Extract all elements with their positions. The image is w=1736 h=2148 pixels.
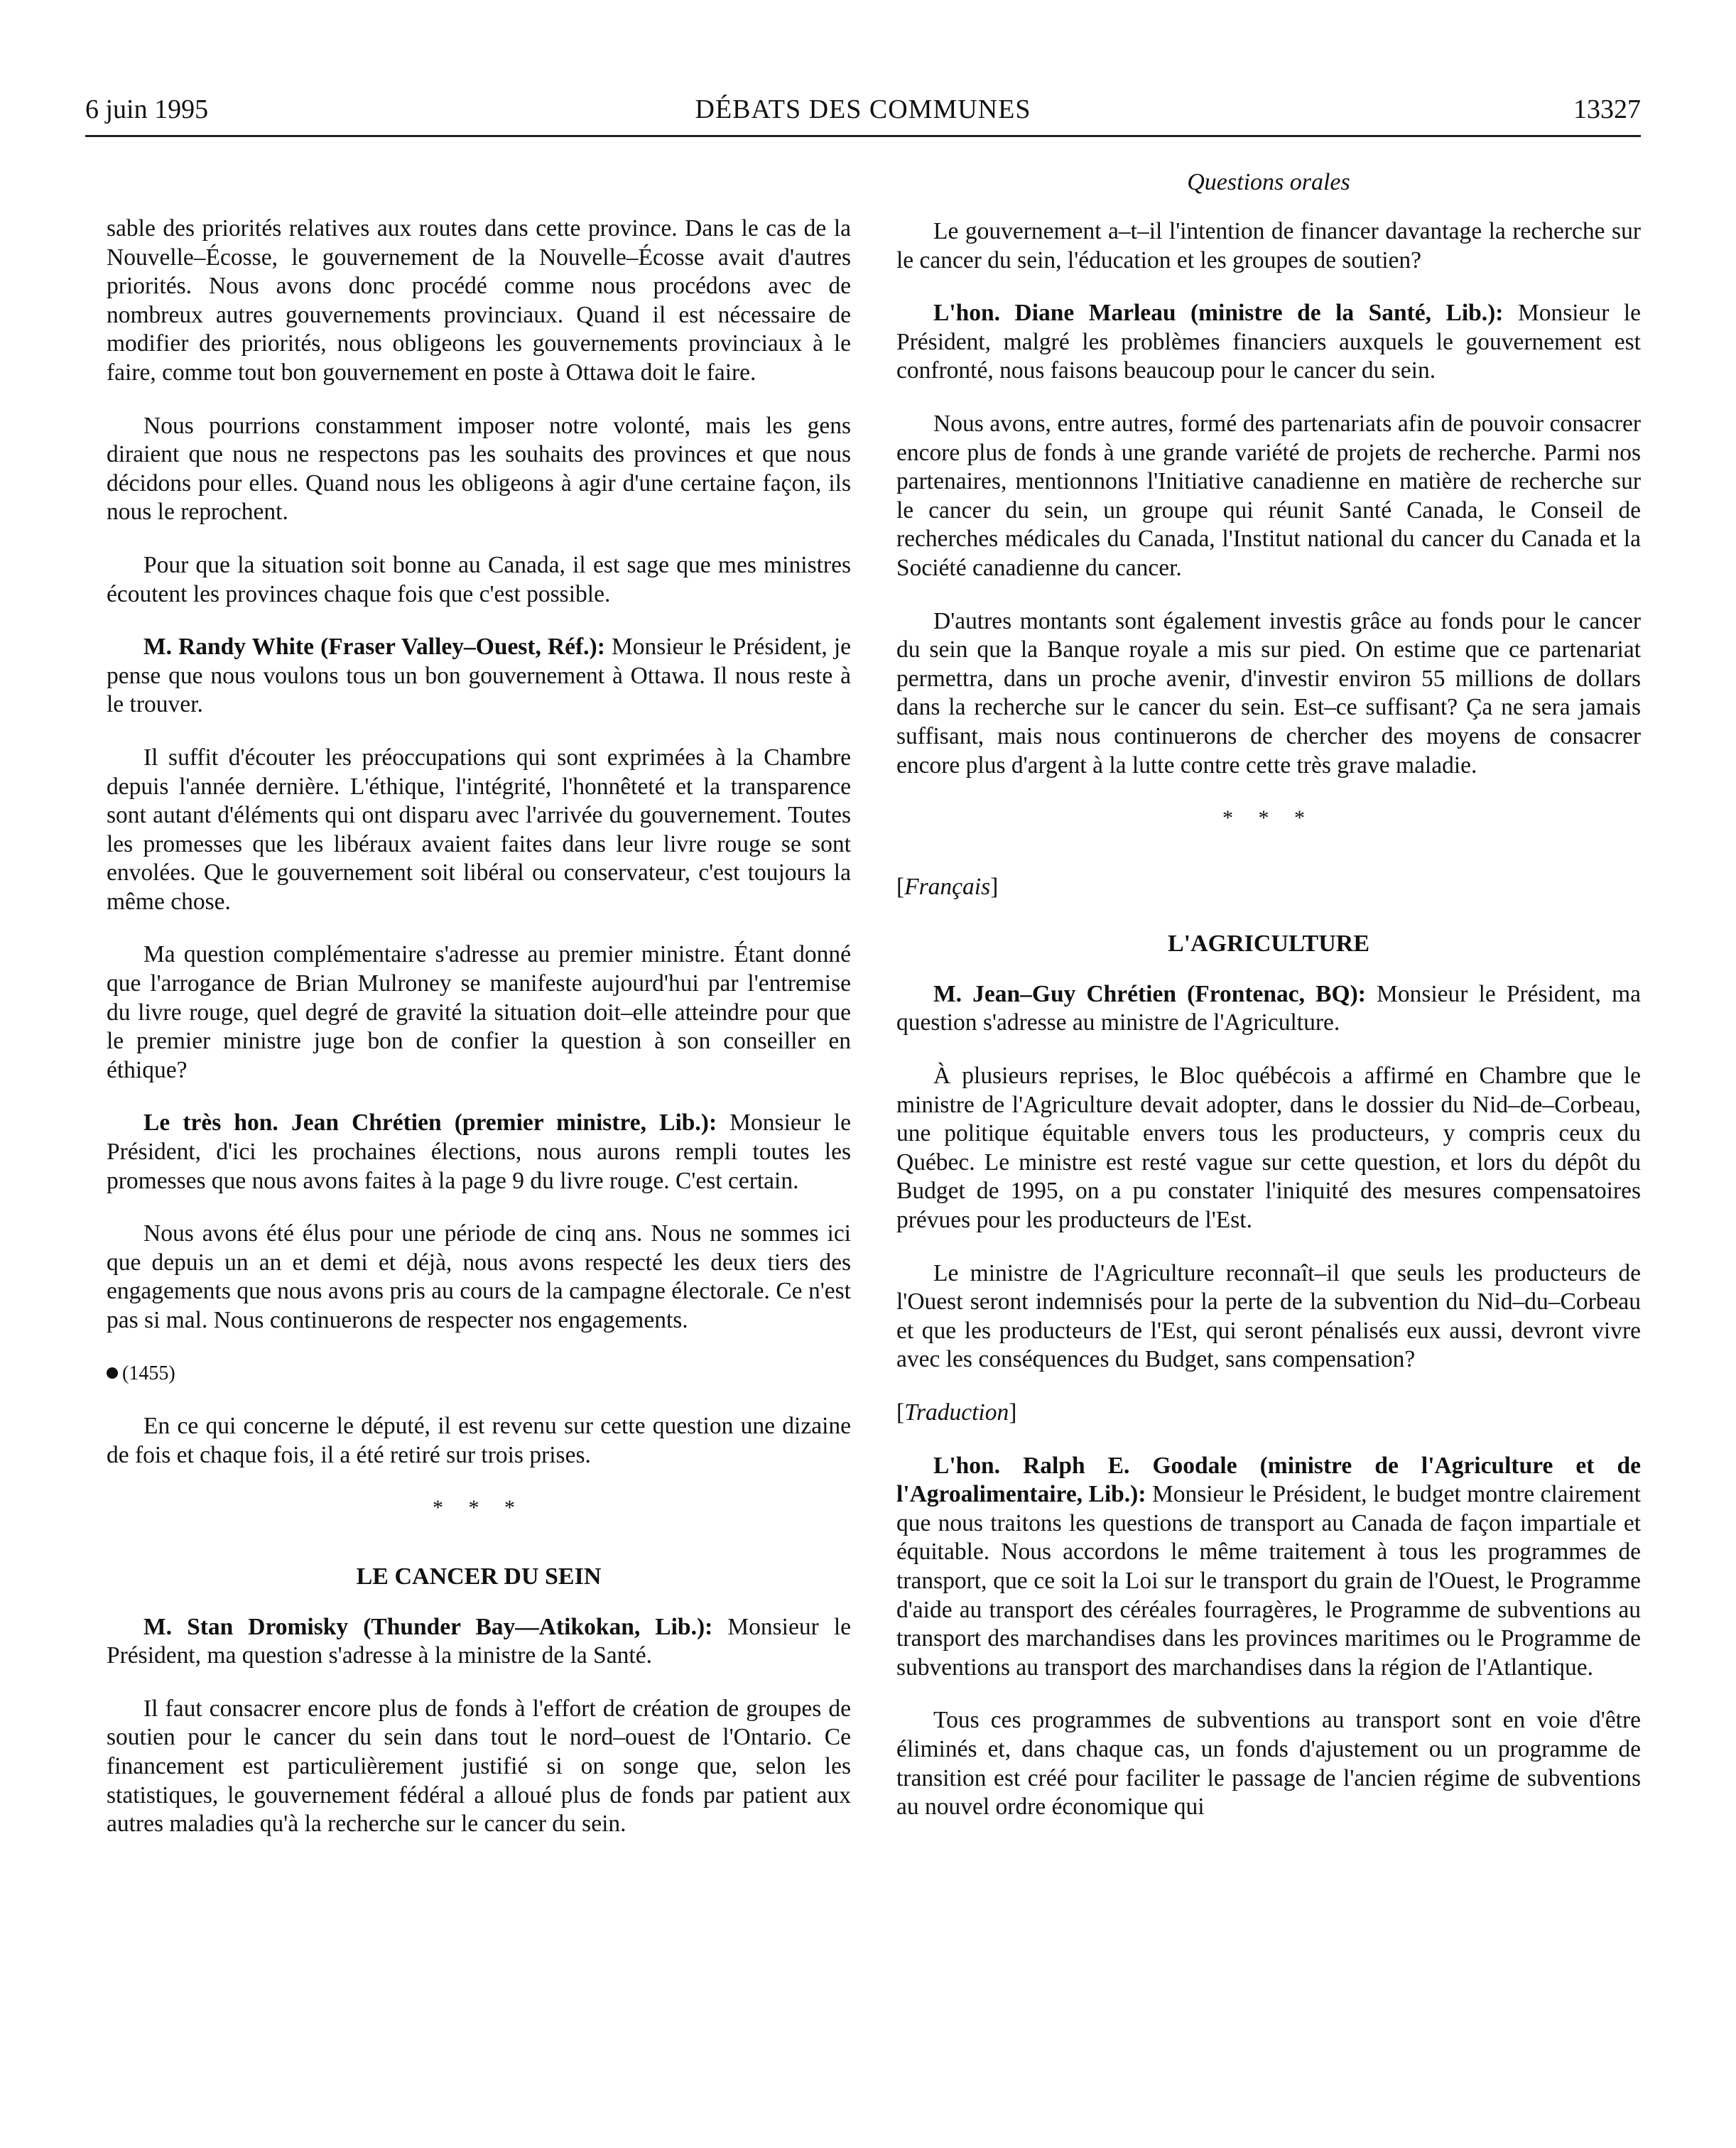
speech-text: Monsieur le Président, ma question s'adresse à la ministre de la Santé. <box>107 1613 851 1669</box>
speech <box>896 299 1641 386</box>
speaker-name: Le très hon. Jean Chrétien (premier ministre, Lib.): <box>143 1110 717 1137</box>
header-date: 6 juin 1995 <box>85 94 209 124</box>
speech <box>107 633 851 720</box>
speaker-name: M. Randy White (Fraser Valley–Ouest, Réf.): <box>143 634 605 661</box>
speech-text: Monsieur le Président, ma question s'adresse au ministre de l'Agriculture. <box>896 980 1641 1036</box>
speaker-name: L'hon. Diane Marleau (ministre de la Santé, Lib.): <box>933 300 1504 327</box>
speech-text: Monsieur le Président, le budget montre clairement que nous traitons les questions de transport au Canada de façon impartiale et équitable. Nous accordons le même traitement à tous les programmes de transport, que ce soit la Loi sur le transport du grain de l'Ouest, le Programme d'aide au transport des céréales fourragères, le Programme de subventions au transport des marchandises dans les provinces maritimes ou le Programme de subventions au transport des marchandises dans la région de l'Atlantique. <box>896 1481 1641 1681</box>
paragraph: Il faut consacrer encore plus de fonds à l'effort de création de groupes de soutien pour le cancer du sein dans tout le nord–ouest de l'Ontario. Ce financement est particulièrement justifié si on songe que, selon les statistiques, le gouvernement fédéral a alloué plus de fonds par patient aux autres maladies qu'à la recherche sur le cancer du sein. <box>107 1695 851 1838</box>
paragraph: sable des priorités relatives aux routes dans cette province. Dans le cas de la Nouvelle–Écosse, le gouvernement de la Nouvelle–Écosse avait d'autres priorités. Nous avons donc procédé comme nous procédons avec de nombreux autres gouvernements provinciaux. Quand il est nécessaire de modifier des priorités, nous obligeons les gouvernements provinciaux à le faire, comme tout bon gouvernement en poste à Ottawa doit le faire. <box>107 215 851 386</box>
right-column <box>896 217 1641 1846</box>
paragraph: Le ministre de l'Agriculture reconnaît–il que seuls les producteurs de l'Ouest seront indemnisés pour la perte de la subvention du Nid–du–Corbeau et que les producteurs de l'Est, qui seront pénalisés eux aussi, devront vivre avec les conséquences du Budget, sans compensation? <box>896 1259 1641 1373</box>
speech-text: Monsieur le Président, je pense que nous voulons tous un bon gouvernement à Ottawa. Il nous reste à le trouver. <box>107 634 851 718</box>
header-page-number: 13327 <box>1573 94 1641 124</box>
header-title: DÉBATS DES COMMUNES <box>695 94 1031 124</box>
section-separator: * * * <box>433 1496 525 1520</box>
speech <box>896 1452 1641 1683</box>
language-label: Français <box>904 873 991 900</box>
timestamp <box>107 1360 851 1389</box>
speech-text: Monsieur le Président, malgré les problèmes financiers auxquels le gouvernement est confronté, nous faisons beaucoup pour le cancer du sein. <box>896 300 1641 384</box>
section-separator: * * * <box>1222 806 1315 830</box>
paragraph: Nous pourrions constamment imposer notre volonté, mais les gens diraient que nous ne respectons pas les souhaits des provinces et que nous décidons pour elles. Quand nous les obligeons à agir d'une certaine façon, ils nous le reprochent. <box>107 412 851 526</box>
paragraph: D'autres montants sont également investis grâce au fonds pour le cancer du sein que la Banque royale a mis sur pied. On estime que ce partenariat permettra, dans un proche avenir, d'investir environ 55 millions de dollars dans la recherche sur le cancer du sein. Est–ce suffisant? Ça ne sera jamais suffisant, mais nous continuerons de chercher des moyens de consacrer encore plus d'argent à la lutte contre cette très grave maladie. <box>896 607 1641 779</box>
paragraph: Ma question complémentaire s'adresse au premier ministre. Étant donné que l'arrogance de Brian Mulroney se manifeste aujourd'hui par l'entremise du livre rouge, quel degré de gravité la situation doit–elle atteindre pour que le premier ministre juge bon de confier la question à son conseiller en éthique? <box>107 941 851 1083</box>
left-column <box>107 215 851 1863</box>
speaker-name: M. Jean–Guy Chrétien (Frontenac, BQ): <box>933 980 1366 1007</box>
speaker-name: M. Stan Dromisky (Thunder Bay—Atikokan, Lib.): <box>143 1613 713 1640</box>
section-heading: LE CANCER DU SEIN <box>356 1563 602 1590</box>
language-marker: [Traduction] <box>896 1399 1017 1426</box>
speaker-name: L'hon. Ralph E. Goodale (ministre de l'Agriculture et de l'Agroalimentaire, Lib.): <box>896 1452 1641 1508</box>
timestamp-text: (1455) <box>122 1362 175 1384</box>
speech <box>107 1109 851 1195</box>
page-header <box>85 85 1641 137</box>
paragraph: Pour que la situation soit bonne au Canada, il est sage que mes ministres écoutent les provinces chaque fois que c'est possible. <box>107 551 851 607</box>
bullet-icon <box>107 1367 118 1379</box>
speech-text: Monsieur le Président, d'ici les prochaines élections, nous aurons rempli toutes les promesses que nous avons faites à la page 9 du livre rouge. C'est certain. <box>107 1110 851 1194</box>
running-head: Questions orales <box>1187 169 1350 195</box>
paragraph: En ce qui concerne le député, il est revenu sur cette question une dizaine de fois et chaque fois, il a été retiré sur trois prises. <box>107 1413 851 1468</box>
speech <box>896 980 1641 1038</box>
paragraph: À plusieurs reprises, le Bloc québécois a affirmé en Chambre que le ministre de l'Agriculture devait adopter, dans le dossier du Nid–de–Corbeau, une politique équitable envers tous les producteurs, y compris ceux du Québec. Le ministre est resté vague sur cette question, et lors du dépôt du Budget de 1995, on a pu constater l'iniquité des mesures compensatoires prévues pour les producteurs de l'Est. <box>896 1063 1641 1234</box>
paragraph: Nous avons été élus pour une période de cinq ans. Nous ne sommes ici que depuis un an et demi et déjà, nous avons respecté les deux tiers des engagements que nous avons pris au cours de la campagne électorale. Ce n'est pas si mal. Nous continuerons de respecter nos engagements. <box>107 1220 851 1333</box>
paragraph: Le gouvernement a–t–il l'intention de financer davantage la recherche sur le cancer du sein, l'éducation et les groupes de soutien? <box>896 218 1641 273</box>
paragraph: Tous ces programmes de subventions au transport sont en voie d'être éliminés et, dans chaque cas, un fonds d'ajustement ou un programme de transition est créé pour faciliter le passage de l'ancien régime de subventions au nouvel ordre économique qui <box>896 1707 1641 1821</box>
language-label: Traduction <box>904 1399 1009 1426</box>
paragraph: Nous avons, entre autres, formé des partenariats afin de pouvoir consacrer encore plus de fonds à une grande variété de projets de recherche. Parmi nos partenaires, mentionnons l'Initiative canadienne en matière de recherche sur le cancer du sein, un groupe qui réunit Santé Canada, le Conseil de recherches médicales du Canada, l'Institut national du cancer du Canada et la Société canadienne du cancer. <box>896 410 1641 581</box>
paragraph: Il suffit d'écouter les préoccupations qui sont exprimées à la Chambre depuis l'année dernière. L'éthique, l'intégrité, l'honnêteté et la transparence sont autant d'éléments qui ont disparu avec l'arrivée du gouvernement. Toutes les promesses que les libéraux avaient faites dans leur livre rouge se sont envolées. Que le gouvernement soit libéral ou conservateur, c'est toujours la même chose. <box>107 744 851 915</box>
speech <box>107 1613 851 1671</box>
section-heading: L'AGRICULTURE <box>1167 931 1370 958</box>
language-marker: [Français] <box>896 873 999 900</box>
